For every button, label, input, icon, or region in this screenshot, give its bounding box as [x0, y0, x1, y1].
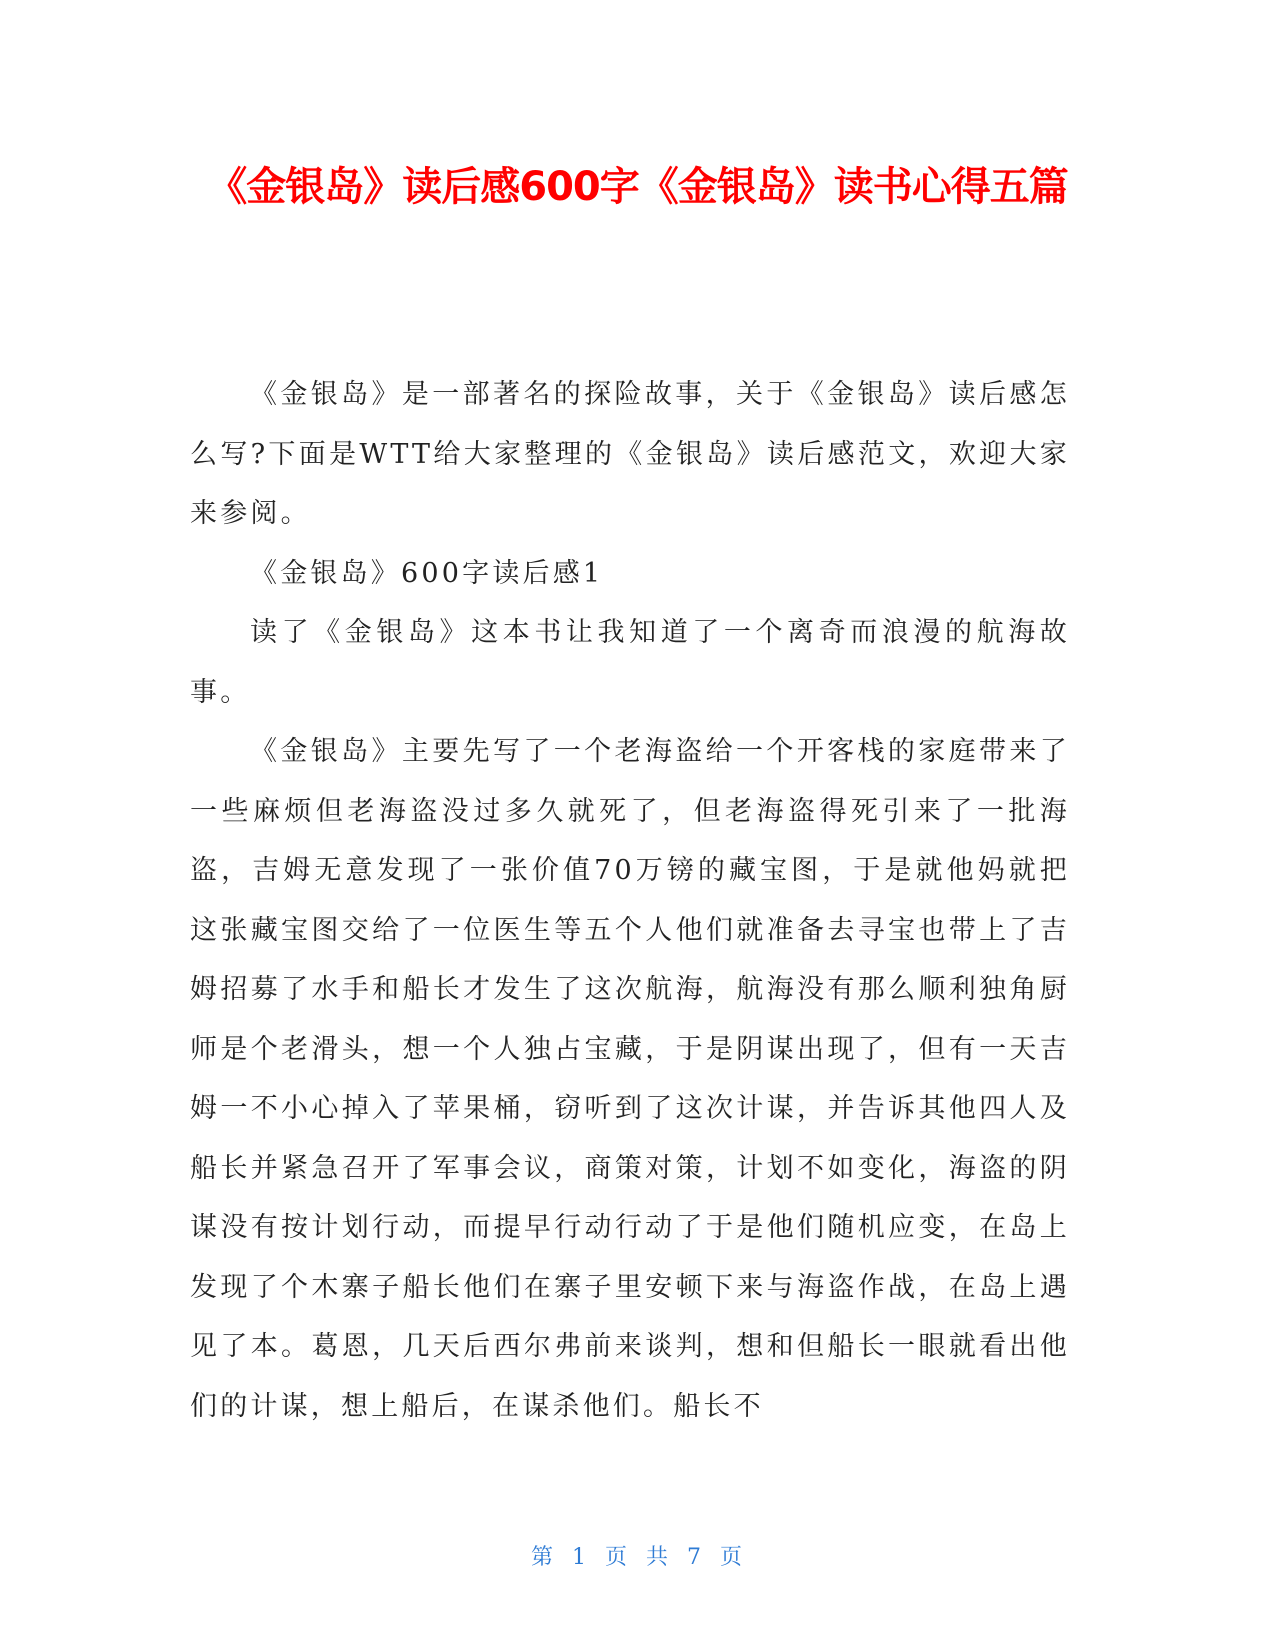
- page-footer: 第 1 页 共 7 页: [531, 1545, 744, 1570]
- paragraph-intro: 《金银岛》是一部著名的探险故事，关于《金银岛》读后感怎么写?下面是WTT给大家整理的《金银岛》读后感范文，欢迎大家来参阅。: [190, 379, 1070, 529]
- document-body: [190, 365, 1070, 1436]
- paragraph-summary: 《金银岛》主要先写了一个老海盗给一个开客栈的家庭带来了一些麻烦但老海盗没过多久就死了，但老海盗得死引来了一批海盗，吉姆无意发现了一张价值70万镑的藏宝图，于是就他妈就把这张藏宝图交给了一位医生等五个人他们就准备去寻宝也带上了吉姆招募了水手和船长才发生了这次航海，航海没有那么顺利独角厨师是个老滑头，想一个人独占宝藏，于是阴谋出现了，但有一天吉姆一不小心掉入了苹果桶，窃听到了这次计谋，并告诉其他四人及船长并紧急召开了军事会议，商策对策，计划不如变化，海盗的阴谋没有按计划行动，而提早行动行动了于是他们随机应变，在岛上发现了个木寨子船长他们在寨子里安顿下来与海盗作战，在岛上遇见了本。葛恩，几天后西尔弗前来谈判，想和但船长一眼就看出他们的计谋，想上船后，在谋杀他们。船长不: [190, 736, 1070, 1422]
- document-title: 《金银岛》读后感600字《金银岛》读书心得五篇: [207, 164, 1068, 210]
- paragraph-opening: 读了《金银岛》这本书让我知道了一个离奇而浪漫的航海故事。: [190, 617, 1070, 708]
- section-heading: 《金银岛》600字读后感1: [250, 557, 604, 589]
